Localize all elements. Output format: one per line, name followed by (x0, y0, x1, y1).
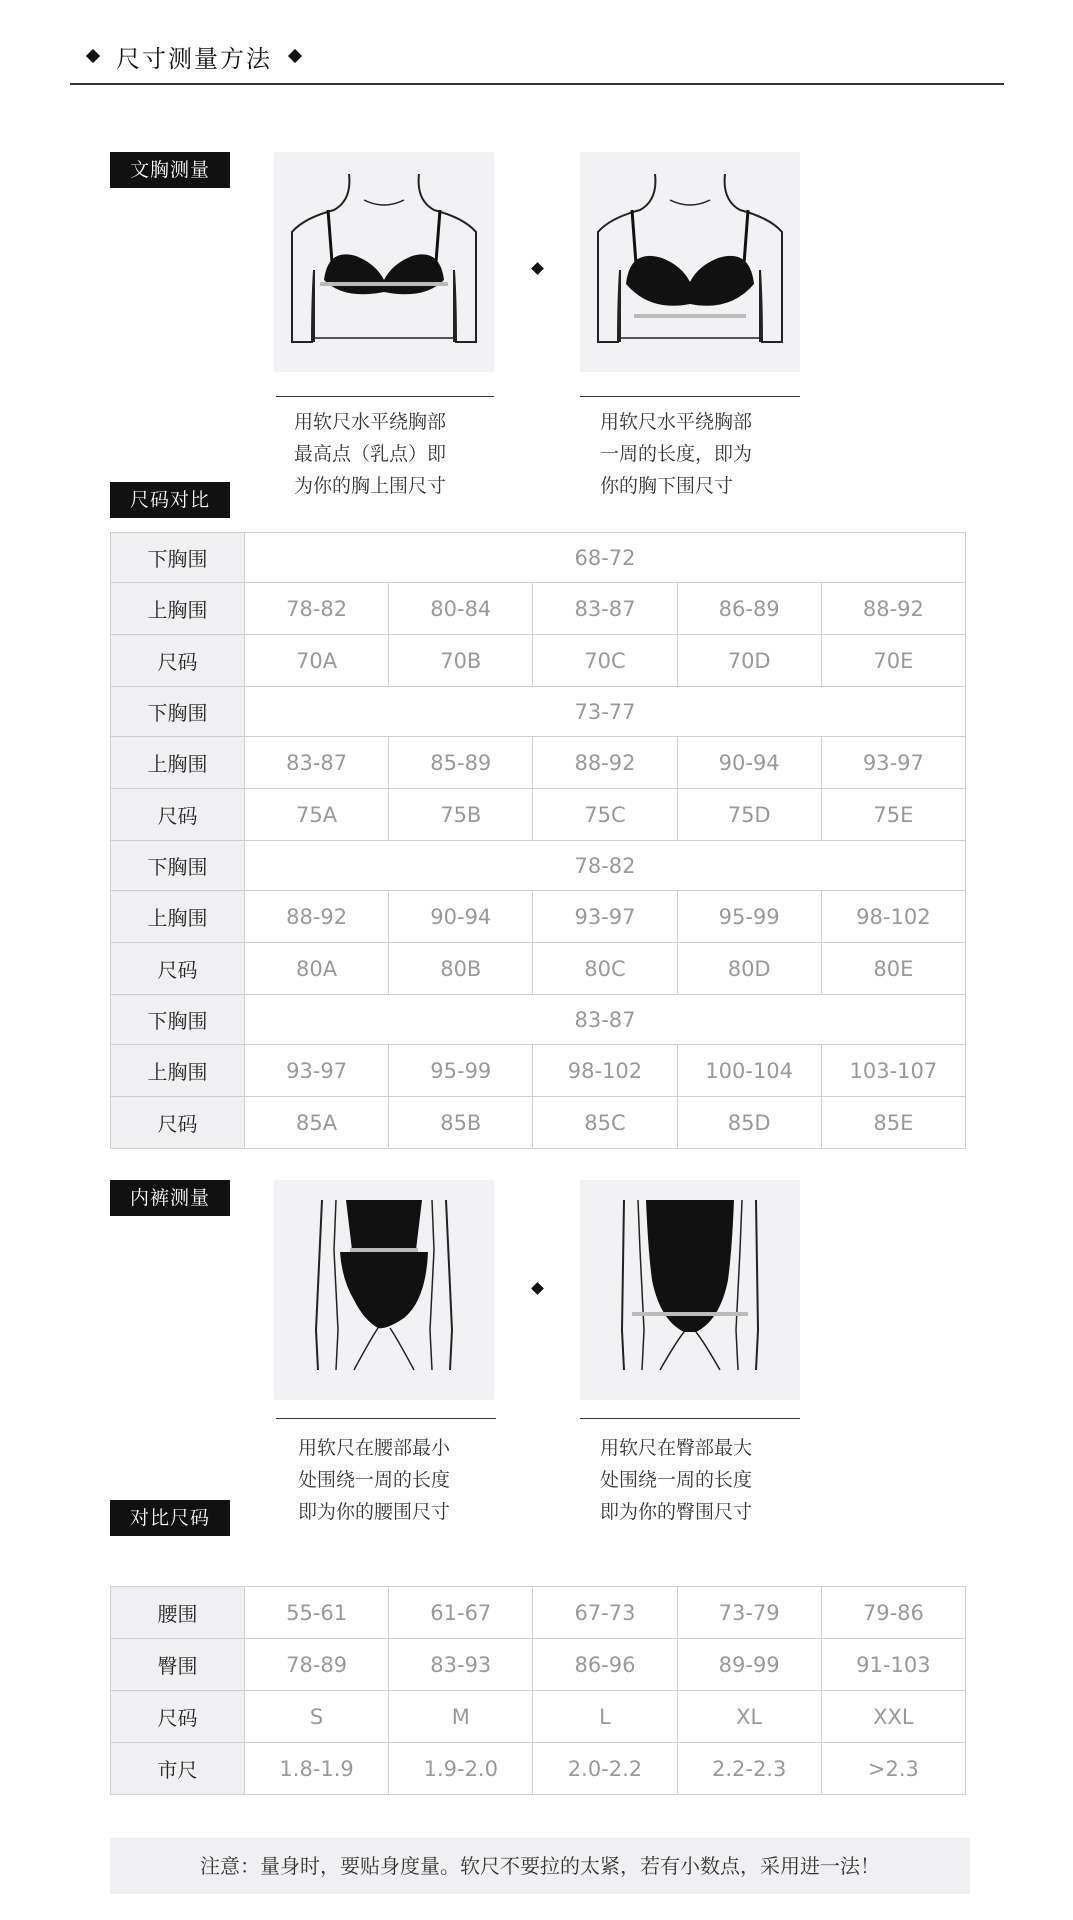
table-row (111, 635, 966, 687)
overbust-caption (294, 406, 504, 502)
underbust-range: 73-77 (245, 687, 966, 737)
bra-size-table (110, 532, 966, 1149)
size-label: 尺码 (111, 789, 245, 841)
panty-size-table (110, 1586, 966, 1795)
header-divider (70, 83, 1004, 85)
value-cell: 73-79 (677, 1587, 821, 1639)
overbust-cell: 85-89 (389, 737, 533, 789)
size-cell: 80E (821, 943, 965, 995)
overbust-cell: 80-84 (389, 583, 533, 635)
size-cell: 85A (245, 1097, 389, 1149)
overbust-cell: 103-107 (821, 1045, 965, 1097)
caption-line: 即为你的腰围尺寸 (298, 1501, 451, 1523)
underbust-range: 83-87 (245, 995, 966, 1045)
overbust-cell: 93-97 (821, 737, 965, 789)
size-cell: 80D (677, 943, 821, 995)
underbust-caption (600, 406, 810, 502)
caption-line: 为你的胸上围尺寸 (294, 475, 447, 497)
size-cell: 70A (245, 635, 389, 687)
panty-waist-illustration (274, 1180, 494, 1400)
diamond-icon (86, 49, 100, 63)
value-cell: 61-67 (389, 1587, 533, 1639)
overbust-label: 上胸围 (111, 737, 245, 789)
table-row (111, 891, 966, 943)
table-row (111, 1639, 966, 1691)
size-label: 尺码 (111, 1097, 245, 1149)
table-row (111, 583, 966, 635)
page-header (88, 36, 300, 76)
bra-overbust-illustration (274, 152, 494, 372)
value-cell: 83-93 (389, 1639, 533, 1691)
overbust-cell: 93-97 (533, 891, 677, 943)
value-cell: 67-73 (533, 1587, 677, 1639)
value-cell: 89-99 (677, 1639, 821, 1691)
table-row (111, 737, 966, 789)
size-cell: 70C (533, 635, 677, 687)
caption-divider (276, 1418, 496, 1419)
value-cell: 91-103 (821, 1639, 965, 1691)
value-cell: 55-61 (245, 1587, 389, 1639)
size-cell: 70D (677, 635, 821, 687)
size-cell: 75A (245, 789, 389, 841)
table-row (111, 995, 966, 1045)
caption-line: 用软尺水平绕胸部 (600, 411, 753, 433)
overbust-cell: 83-87 (533, 583, 677, 635)
caption-divider (580, 396, 800, 397)
table-row (111, 1587, 966, 1639)
caption-line: 处围绕一周的长度 (600, 1469, 753, 1491)
value-cell: 1.9-2.0 (389, 1743, 533, 1795)
table-row (111, 789, 966, 841)
overbust-cell: 93-97 (245, 1045, 389, 1097)
value-cell: L (533, 1691, 677, 1743)
overbust-cell: 88-92 (245, 891, 389, 943)
caption-line: 用软尺在腰部最小 (298, 1437, 451, 1459)
diamond-icon (531, 262, 544, 275)
caption-line: 用软尺水平绕胸部 (294, 411, 447, 433)
caption-line: 即为你的臀围尺寸 (600, 1501, 753, 1523)
panty-hip-illustration (580, 1180, 800, 1400)
hip-caption (600, 1432, 810, 1528)
table-row (111, 841, 966, 891)
row-label: 臀围 (111, 1639, 245, 1691)
waist-caption (298, 1432, 508, 1528)
value-cell: 2.0-2.2 (533, 1743, 677, 1795)
overbust-cell: 98-102 (533, 1045, 677, 1097)
overbust-cell: 95-99 (389, 1045, 533, 1097)
size-cell: 75C (533, 789, 677, 841)
table-row (111, 1743, 966, 1795)
underbust-range: 68-72 (245, 533, 966, 583)
value-cell: 1.8-1.9 (245, 1743, 389, 1795)
size-cell: 80C (533, 943, 677, 995)
caption-line: 你的胸下围尺寸 (600, 475, 734, 497)
size-cell: 75D (677, 789, 821, 841)
underbust-label: 下胸围 (111, 995, 245, 1045)
overbust-cell: 88-92 (821, 583, 965, 635)
size-cell: 85C (533, 1097, 677, 1149)
measurement-note: 注意：量身时，要贴身度量。软尺不要拉的太紧，若有小数点，采用进一法！ (110, 1838, 970, 1894)
value-cell: S (245, 1691, 389, 1743)
caption-line: 处围绕一周的长度 (298, 1469, 451, 1491)
size-cell: 75E (821, 789, 965, 841)
size-label: 尺码 (111, 635, 245, 687)
overbust-cell: 98-102 (821, 891, 965, 943)
size-cell: 85D (677, 1097, 821, 1149)
size-cell: 70E (821, 635, 965, 687)
size-cell: 85E (821, 1097, 965, 1149)
table-row (111, 1691, 966, 1743)
value-cell: 2.2-2.3 (677, 1743, 821, 1795)
diamond-icon (531, 1282, 544, 1295)
overbust-cell: 86-89 (677, 583, 821, 635)
overbust-cell: 95-99 (677, 891, 821, 943)
bra-size-compare-tag: 尺码对比 (110, 482, 230, 518)
caption-divider (580, 1418, 800, 1419)
panty-size-compare-tag: 对比尺码 (110, 1500, 230, 1536)
value-cell: 79-86 (821, 1587, 965, 1639)
diamond-icon (288, 49, 302, 63)
size-cell: 80A (245, 943, 389, 995)
value-cell: >2.3 (821, 1743, 965, 1795)
underbust-label: 下胸围 (111, 841, 245, 891)
value-cell: XXL (821, 1691, 965, 1743)
caption-line: 用软尺在臀部最大 (600, 1437, 753, 1459)
overbust-label: 上胸围 (111, 891, 245, 943)
overbust-cell: 90-94 (389, 891, 533, 943)
overbust-cell: 100-104 (677, 1045, 821, 1097)
underbust-label: 下胸围 (111, 533, 245, 583)
table-row (111, 687, 966, 737)
size-cell: 80B (389, 943, 533, 995)
row-label: 腰围 (111, 1587, 245, 1639)
value-cell: M (389, 1691, 533, 1743)
overbust-label: 上胸围 (111, 1045, 245, 1097)
overbust-cell: 83-87 (245, 737, 389, 789)
overbust-label: 上胸围 (111, 583, 245, 635)
table-row (111, 943, 966, 995)
table-row (111, 1097, 966, 1149)
bra-measure-tag: 文胸测量 (110, 152, 230, 188)
caption-line: 最高点（乳点）即 (294, 443, 447, 465)
size-cell: 85B (389, 1097, 533, 1149)
value-cell: XL (677, 1691, 821, 1743)
bra-underbust-illustration (580, 152, 800, 372)
size-cell: 75B (389, 789, 533, 841)
value-cell: 78-89 (245, 1639, 389, 1691)
overbust-cell: 78-82 (245, 583, 389, 635)
panty-measure-tag: 内裤测量 (110, 1180, 230, 1216)
caption-divider (276, 396, 494, 397)
underbust-label: 下胸围 (111, 687, 245, 737)
caption-line: 一周的长度，即为 (600, 443, 753, 465)
overbust-cell: 90-94 (677, 737, 821, 789)
size-cell: 70B (389, 635, 533, 687)
row-label: 市尺 (111, 1743, 245, 1795)
page-title: 尺寸测量方法 (116, 44, 272, 73)
underbust-range: 78-82 (245, 841, 966, 891)
value-cell: 86-96 (533, 1639, 677, 1691)
overbust-cell: 88-92 (533, 737, 677, 789)
table-row (111, 533, 966, 583)
row-label: 尺码 (111, 1691, 245, 1743)
table-row (111, 1045, 966, 1097)
size-label: 尺码 (111, 943, 245, 995)
